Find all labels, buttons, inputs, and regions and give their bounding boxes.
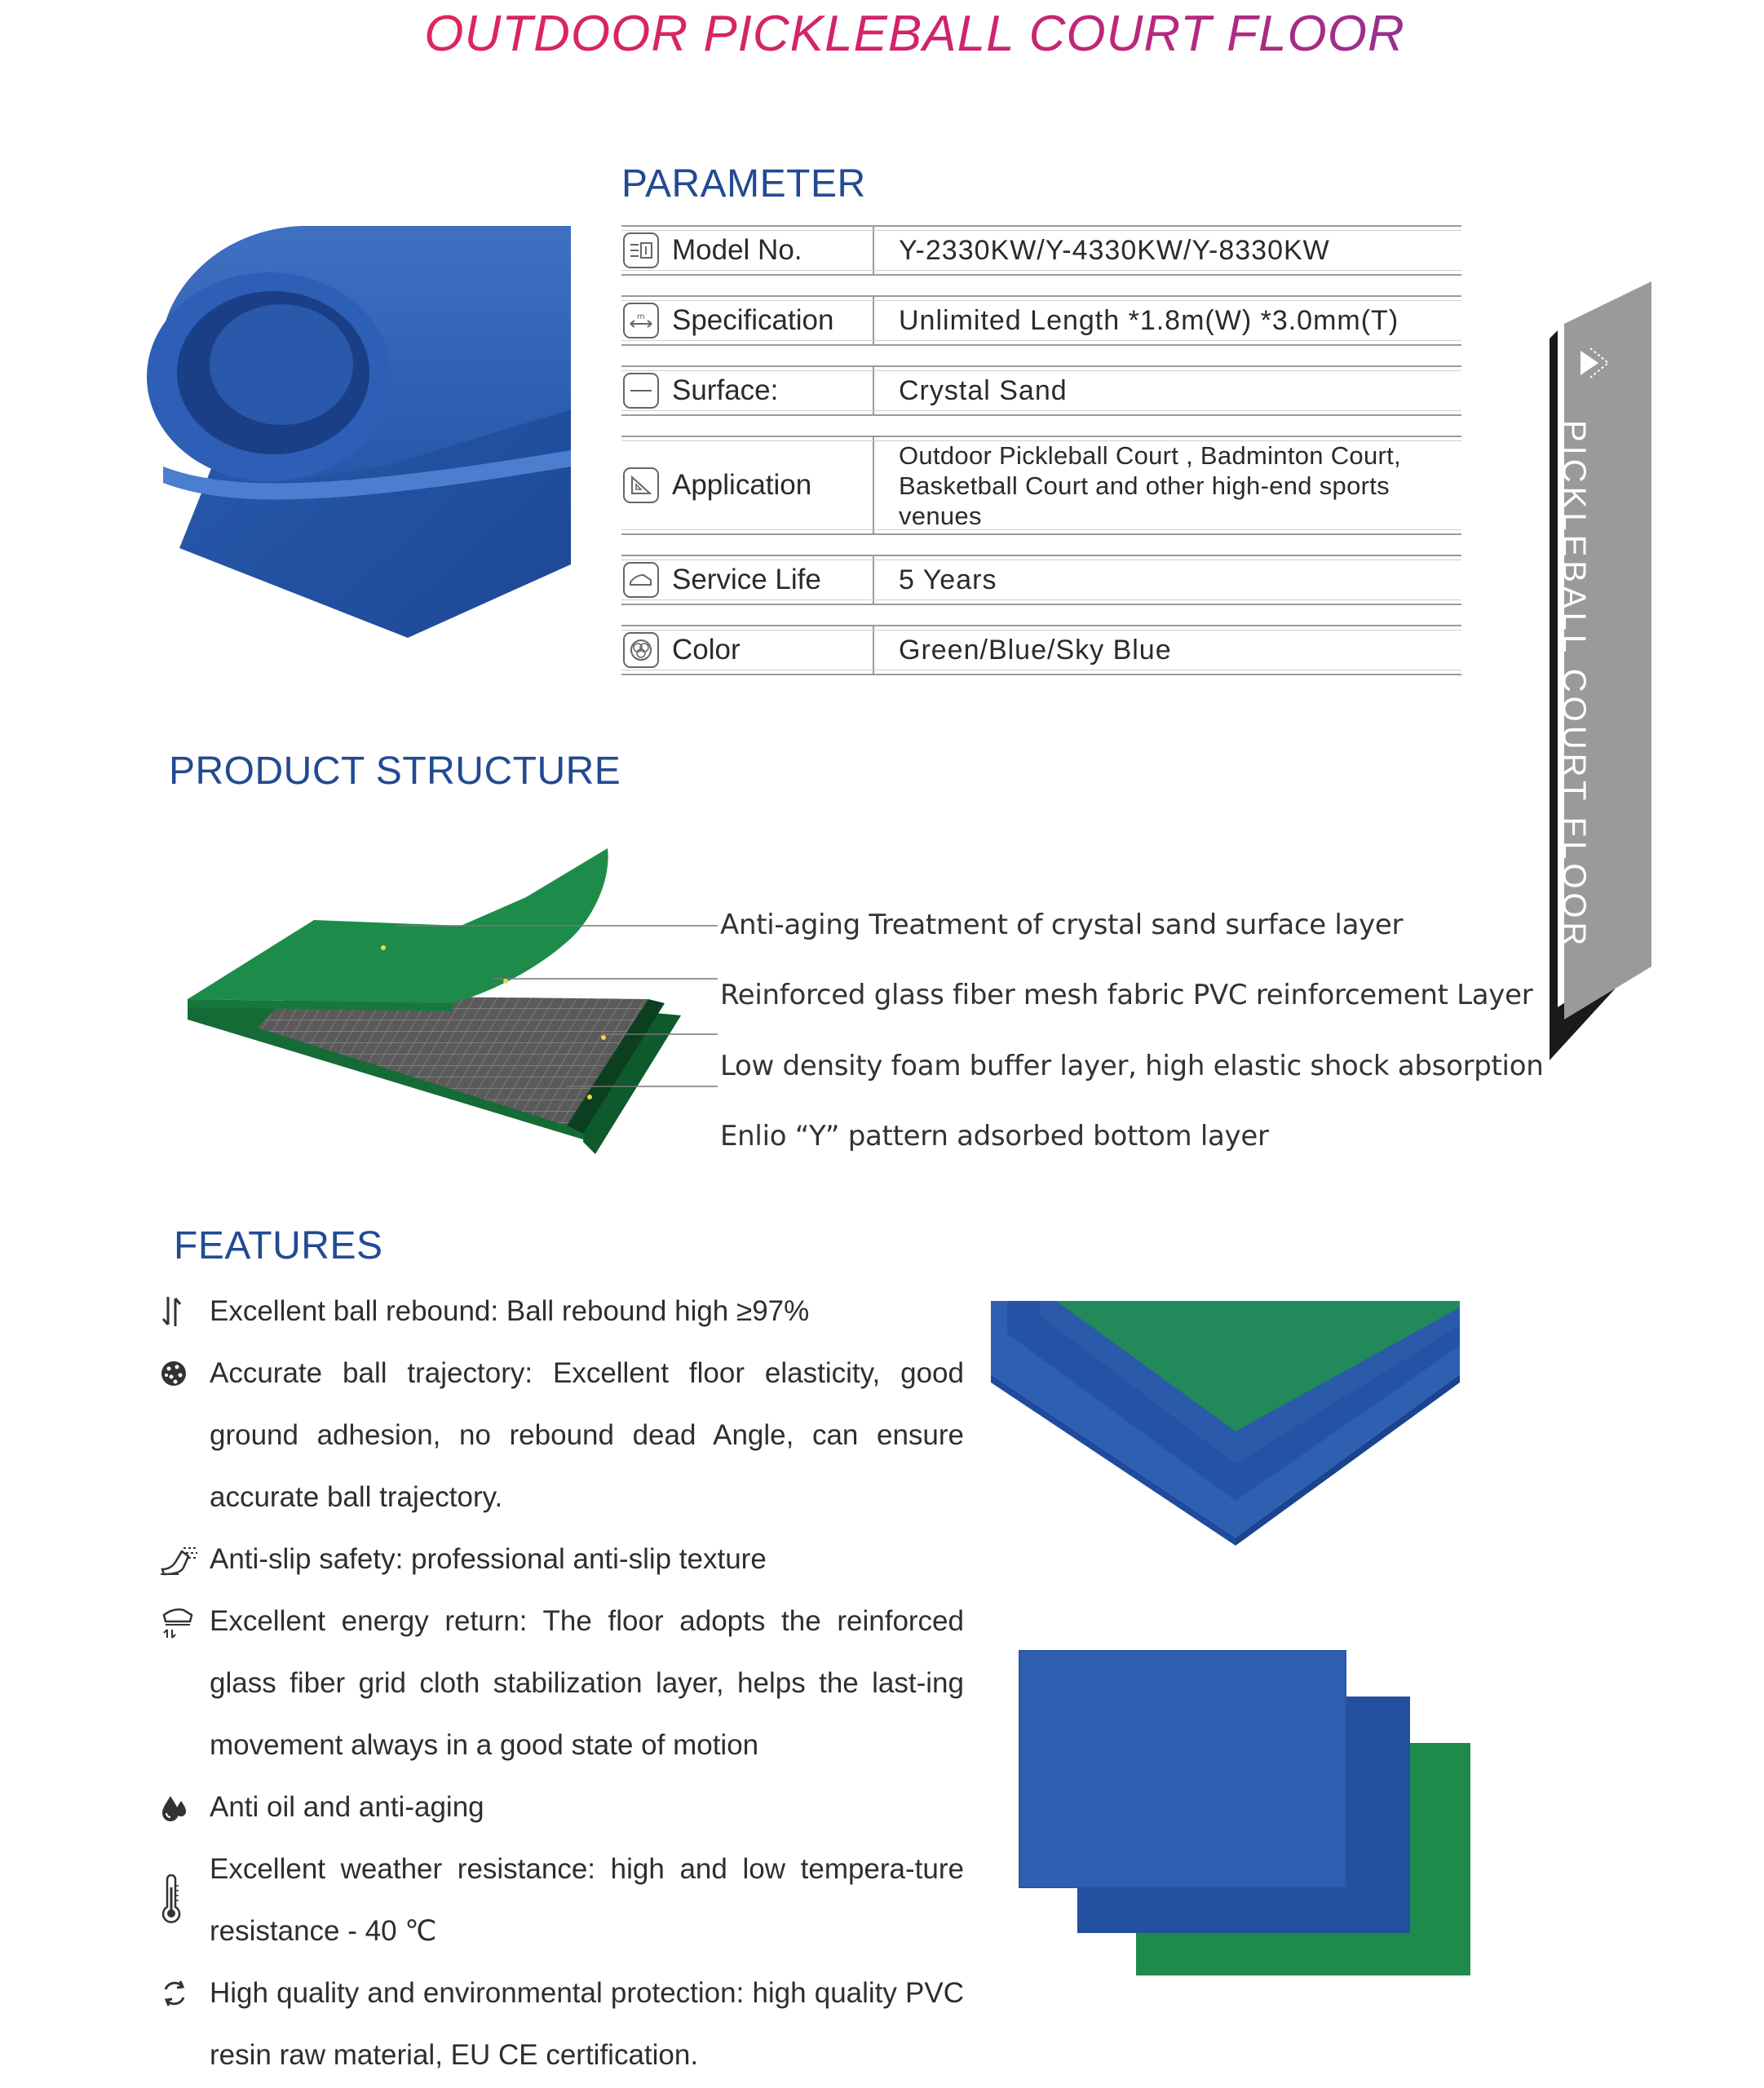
feature-text: Anti oil and anti-aging: [210, 1791, 484, 1823]
param-value: Unlimited Length *1.8m(W) *3.0mm(T): [899, 304, 1399, 336]
param-value: Crystal Sand: [899, 374, 1068, 406]
feature-text: Excellent ball rebound: Ball rebound high ≥97%: [210, 1295, 810, 1327]
feature-item: [159, 1776, 991, 1838]
feature-item: [159, 1528, 991, 1590]
feature-text: Anti-slip safety: professional anti-slip texture: [210, 1543, 767, 1575]
param-label: Color: [672, 634, 741, 666]
param-label: Surface:: [672, 374, 779, 406]
structure-leader-ends: [705, 922, 718, 1150]
structure-heading: PRODUCT STRUCTURE: [169, 750, 621, 793]
service-life-icon: [623, 562, 659, 598]
recycle-icon: [159, 1962, 210, 2024]
param-label: Service Life: [672, 564, 821, 595]
feature-item: [159, 1838, 991, 1962]
parameter-heading: PARAMETER: [621, 162, 866, 206]
color-icon: [623, 632, 659, 668]
param-label: Model No.: [672, 234, 802, 266]
rolled-floor-image: [114, 222, 587, 646]
floor-sample-stack-image: [991, 1301, 1464, 1546]
structure-layer-label: Low density foam buffer layer, high elastic shock absorption: [720, 1050, 1544, 1082]
param-label: Application: [672, 469, 812, 501]
ball-icon: [159, 1343, 210, 1405]
param-value: Y-2330KW/Y-4330KW/Y-8330KW: [899, 234, 1330, 266]
param-label: Specification: [672, 304, 834, 336]
oil-drop-icon: [159, 1776, 210, 1838]
measure-icon: [623, 303, 659, 338]
param-value: Outdoor Pickleball Court , Badminton Court, Basketball Court and other high-end sports venues: [899, 440, 1401, 530]
param-value: 5 Years: [899, 564, 997, 595]
structure-layer-label: Anti-aging Treatment of crystal sand surface layer: [720, 909, 1404, 941]
application-icon: [623, 467, 659, 503]
layer-structure-diagram: [183, 848, 705, 1158]
feature-item: [159, 1343, 991, 1528]
feature-text: Excellent energy return: The floor adopts the reinforced glass fiber grid cloth stabilization layer, helps the last-ing movement always in a good state of motion: [210, 1605, 964, 1761]
feature-text: Excellent weather resistance: high and low tempera-ture resistance - 40 ℃: [210, 1853, 964, 1947]
surface-icon: [623, 373, 659, 409]
param-row-color: [621, 625, 1461, 675]
structure-layer-label: Reinforced glass fiber mesh fabric PVC reinforcement Layer: [720, 979, 1533, 1011]
model-number-icon: [623, 232, 659, 268]
svg-text:m: m: [637, 312, 645, 321]
running-shoe-icon: [159, 1528, 210, 1590]
floor-color-samples-image: [1018, 1649, 1474, 1977]
feature-item: [159, 1590, 991, 1776]
feature-item: [159, 1281, 991, 1343]
features-list: [159, 1281, 991, 2086]
side-tab: [1533, 281, 1656, 1064]
param-row-model: [621, 225, 1461, 276]
parameter-table: [621, 225, 1461, 695]
param-row-surface: [621, 365, 1461, 416]
feature-text: High quality and environmental protection: high quality PVC resin raw material, EU CE certification.: [210, 1977, 964, 2071]
param-row-application: [621, 436, 1461, 535]
energy-shoe-icon: [159, 1590, 210, 1652]
rebound-arrows-icon: [159, 1281, 210, 1343]
param-value: Green/Blue/Sky Blue: [899, 634, 1172, 666]
feature-item: [159, 1962, 991, 2086]
structure-layer-label: Enlio “Y” pattern adsorbed bottom layer: [720, 1120, 1269, 1152]
features-heading: FEATURES: [174, 1224, 383, 1267]
side-tab-label: PICKLEBALL COURT FLOOR: [1556, 420, 1592, 950]
param-row-specification: [621, 295, 1461, 346]
thermometer-icon: [159, 1838, 210, 1962]
feature-text: Accurate ball trajectory: Excellent floor elasticity, good ground adhesion, no rebound dead Angle, can ensure accurate ball trajectory.: [210, 1357, 964, 1513]
param-row-service-life: [621, 555, 1461, 605]
page-title: OUTDOOR PICKLEBALL COURT FLOOR: [0, 5, 1764, 63]
